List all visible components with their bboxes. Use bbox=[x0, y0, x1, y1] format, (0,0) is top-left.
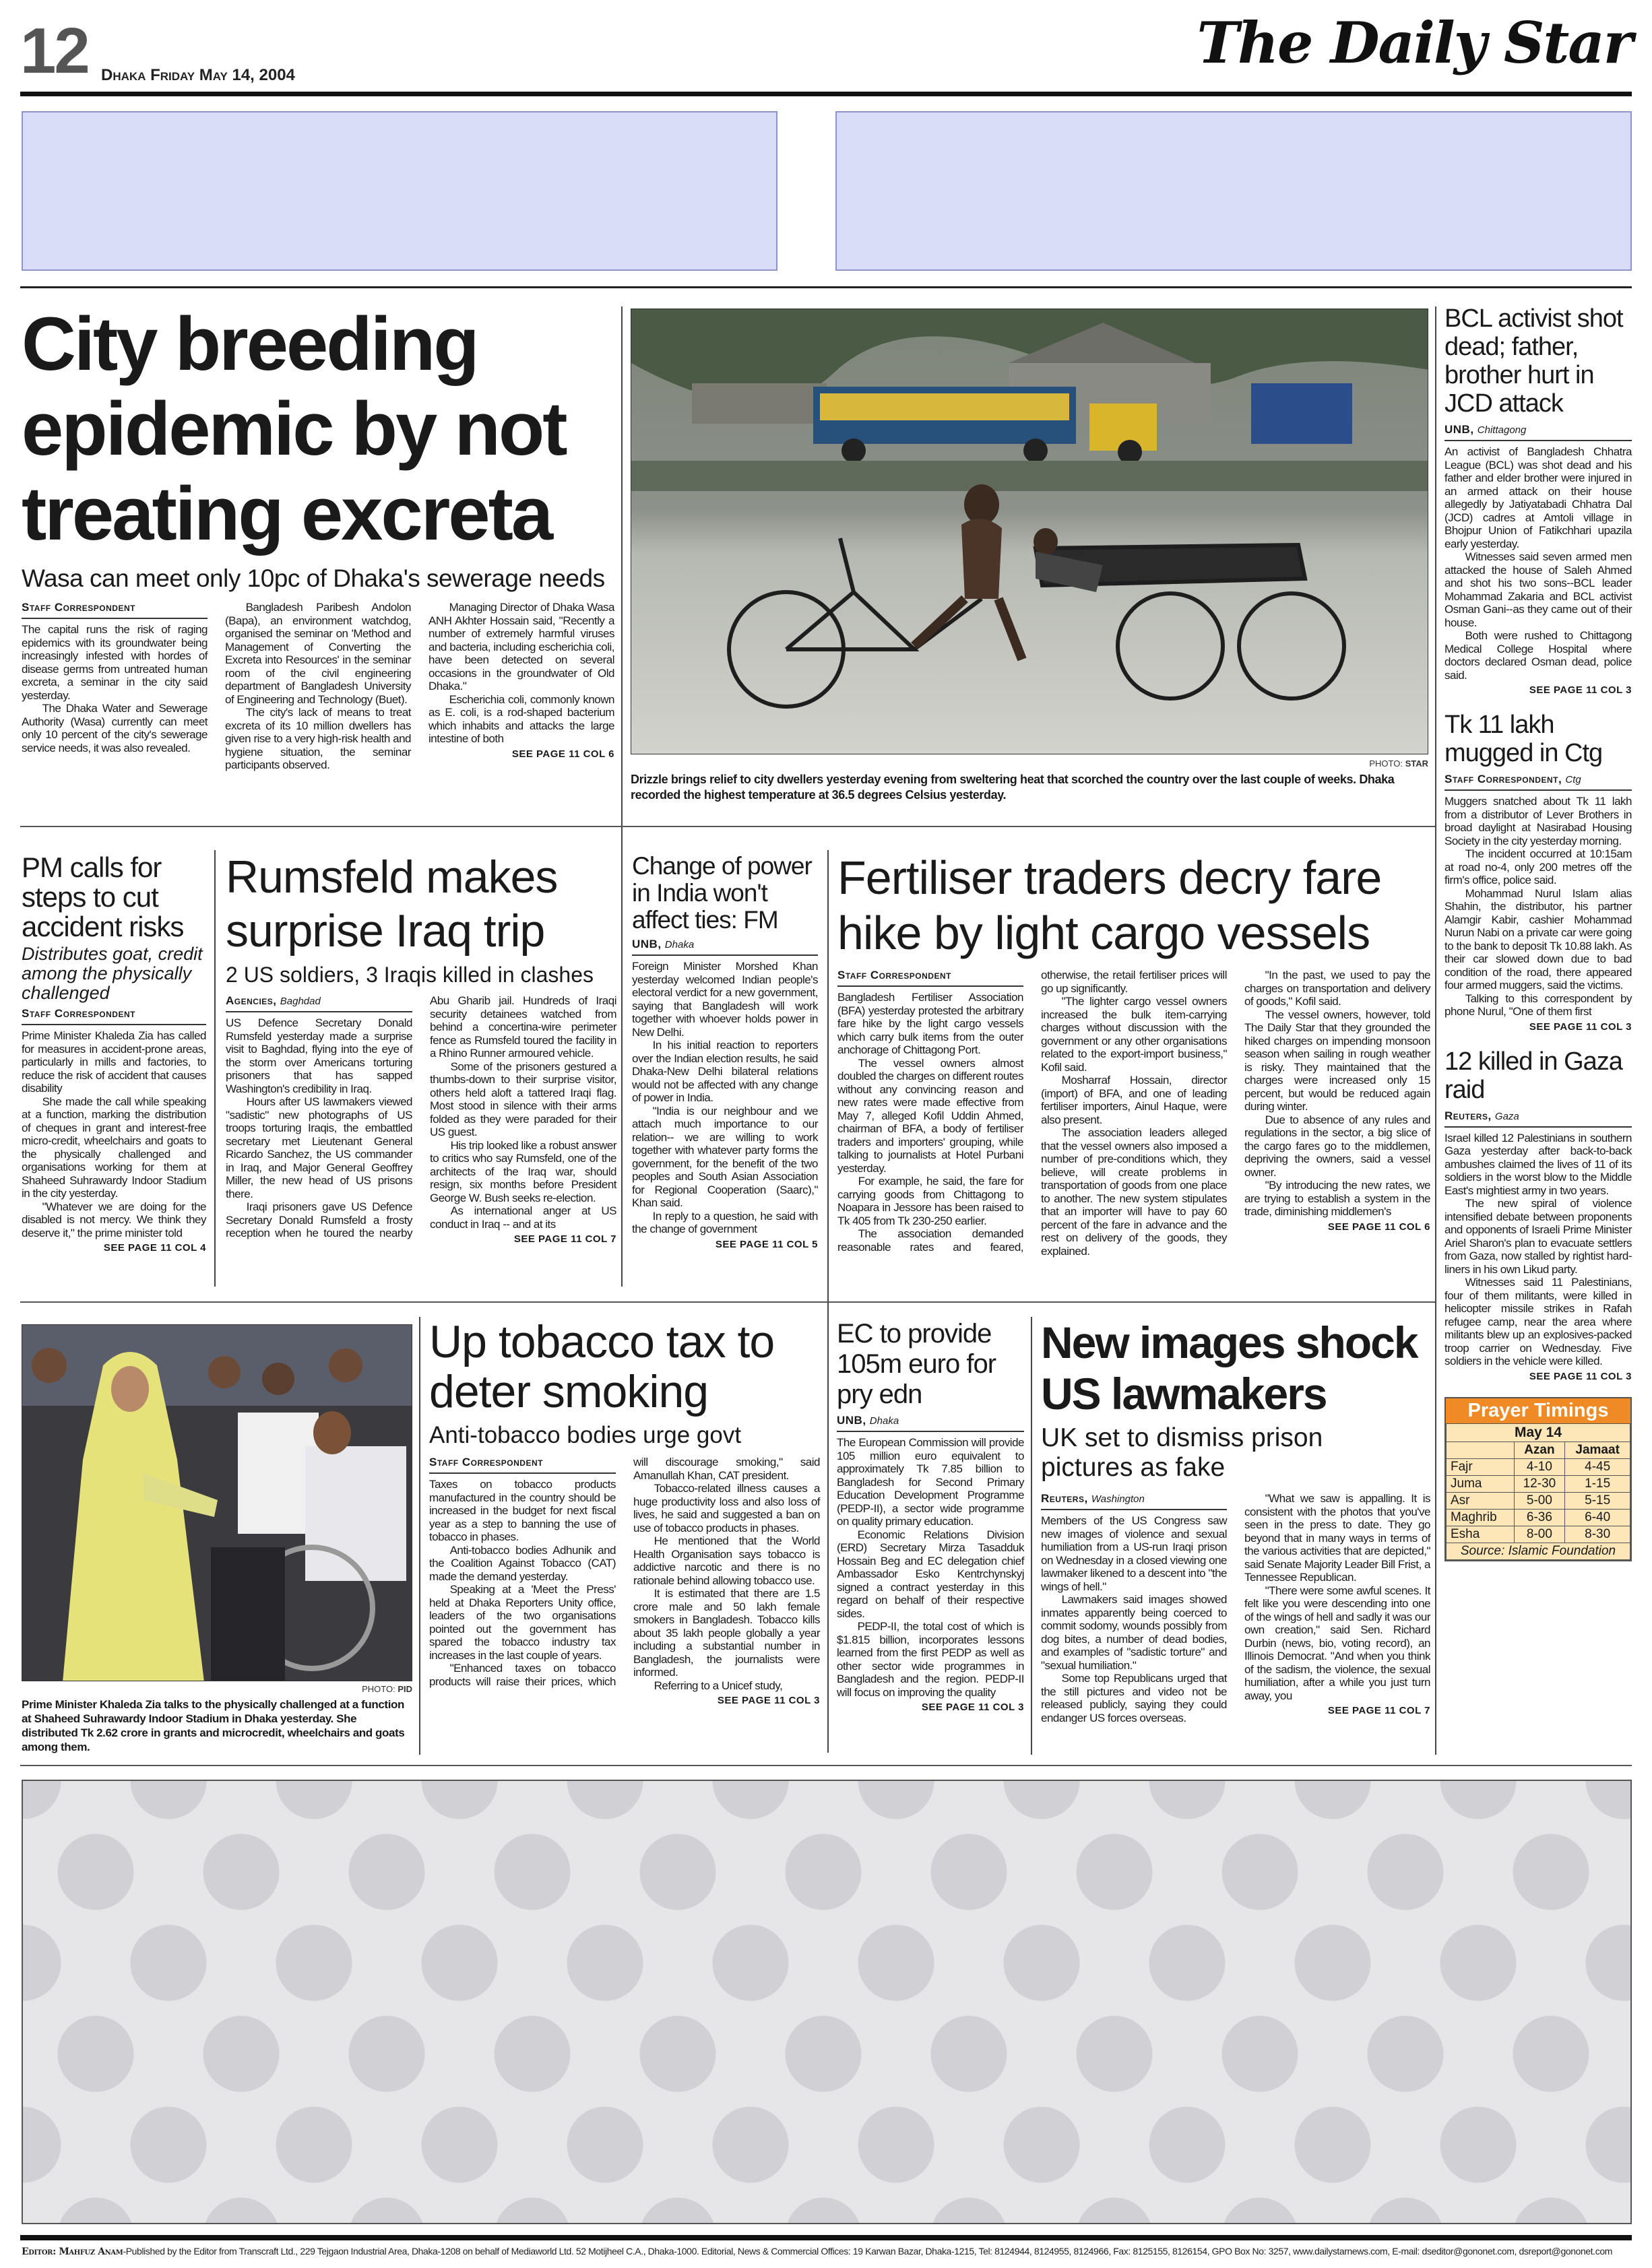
headline[interactable]: BCL activist shot dead; father, brother hurt in JCD attack bbox=[1444, 304, 1623, 418]
paragraphs bbox=[429, 1456, 820, 1706]
paragraph: He mentioned that the World Health Organisation says tobacco is addictive narcotic and there is no rationale behind allowing tobacco use. bbox=[633, 1534, 820, 1587]
right-column bbox=[1444, 304, 1632, 1561]
col-azan: Azan bbox=[1514, 1441, 1565, 1458]
prayer-table bbox=[1446, 1423, 1630, 1560]
byline: Staff Correspondent bbox=[429, 1456, 616, 1474]
paragraph: Iraqi prisoners gave US Defence Secretary Donald Rumsfeld a frosty reception when he toured the nearby Abu Gharib jail. Hundreds of Iraqi security detainees watched from behind a concertina-wire perimeter fence as Rumsfeld toured the facility in a Rhino Runner armoured vehicle. bbox=[226, 994, 616, 1239]
paragraph: The association leaders alleged that the vessel owners also imposed a number of pre-conditions which, they believe, will create problems in transportation of goods from one place to another. The new system stipulates that an importer will have to pay 60 percent of the fare in advance and the rest on delivery of the goods, they explained. bbox=[1041, 1126, 1227, 1258]
byline: Agencies, Baghdad bbox=[226, 994, 412, 1012]
masthead-rule bbox=[20, 92, 1632, 96]
rickshaw-van-image bbox=[631, 309, 1428, 754]
byline: UNB, Dhaka bbox=[837, 1414, 1024, 1432]
headline[interactable]: City breeding epidemic by not treating excreta bbox=[22, 302, 566, 556]
dateline: Dhaka Friday May 14, 2004 bbox=[101, 66, 295, 84]
paragraph: "In the past, we used to pay the charges on transportation and delivery of goods," Kofil said. bbox=[1244, 969, 1430, 1008]
headline[interactable]: Tk 11 lakh mugged in Ctg bbox=[1444, 711, 1603, 767]
paragraphs bbox=[22, 601, 614, 772]
article-gaza[interactable] bbox=[1444, 1047, 1632, 1382]
headline[interactable]: PM calls for steps to cut accident risks bbox=[22, 851, 184, 942]
paragraphs bbox=[1041, 1492, 1430, 1724]
article-body bbox=[837, 969, 1430, 1258]
paragraph: Tobacco-related illness causes a huge productivity loss and also loss of lives, he said and suggested a ban on use of tobacco products in phases. bbox=[633, 1482, 820, 1534]
paragraph: The city's lack of means to treat excreta of its 10 million dwellers has given rise to a very high-risk health and hygiene situation, the seminar participants observed. bbox=[225, 706, 411, 771]
article-body bbox=[226, 994, 616, 1245]
row-rule bbox=[20, 1765, 1632, 1766]
row-rule bbox=[20, 826, 1435, 827]
deck: UK set to dismiss prison pictures as fake bbox=[1041, 1423, 1323, 1482]
article-bcl[interactable] bbox=[1444, 304, 1632, 696]
prayer-time: 8-00 bbox=[1514, 1526, 1565, 1543]
prayer-row bbox=[1447, 1492, 1630, 1509]
paragraph: The vessel owners almost doubled the charges on different routes without any convincing reason and new rates were made effective from May 7, alleged Kofil Uddin Ahmed, chairman of BFA, a body of fertiliser traders and importers' grouping, while talking to journalists at Hotel Purbani yesterday. bbox=[837, 1056, 1024, 1175]
footer-rule bbox=[20, 2235, 1632, 2240]
article-ec[interactable] bbox=[837, 1319, 1024, 1713]
paragraphs bbox=[837, 969, 1430, 1258]
byline: UNB, Dhaka bbox=[632, 938, 818, 956]
paragraph: Anti-tobacco bodies Adhunik and the Coalition Against Tobacco (CAT) made the demand yesterday. bbox=[429, 1543, 616, 1583]
column-divider bbox=[1435, 306, 1436, 1755]
paragraph: Witnesses said seven armed men attacked the house of Saleh Ahmed and shot his two sons--BCL leader Mohammad Zakaria and BCL activist Osman Gani--as they came out of their house. bbox=[1444, 550, 1632, 629]
paragraphs bbox=[1444, 795, 1632, 1018]
col-jamaat: Jamaat bbox=[1565, 1441, 1630, 1458]
paragraph: US Defence Secretary Donald Rumsfeld yesterday made a surprise visit to Baghdad, flying into the eye of the storm over Americans torturing prisoners that has sapped Washington's credibility in Iraq. bbox=[226, 1016, 412, 1095]
headline[interactable]: New images shock US lawmakers bbox=[1041, 1318, 1418, 1419]
advertisement-slot-right[interactable] bbox=[835, 111, 1632, 271]
paragraph: "Whatever we are doing for the disabled is not mercy. We think they deserve it," the prime minister told bbox=[22, 1200, 206, 1239]
byline: Staff Correspondent, Ctg bbox=[1444, 773, 1632, 791]
deck: 2 US soldiers, 3 Iraqis killed in clashes bbox=[226, 963, 594, 987]
prayer-time: 5-15 bbox=[1565, 1492, 1630, 1509]
jump-link[interactable]: SEE PAGE 11 COL 3 bbox=[1529, 1370, 1632, 1382]
article-body bbox=[429, 1456, 820, 1706]
byline: UNB, Chittagong bbox=[1444, 423, 1632, 441]
prayer-title: Prayer Timings bbox=[1446, 1398, 1630, 1423]
column-divider bbox=[621, 306, 623, 1287]
paragraph: "There were some awful scenes. It felt like you were descending into one of the wings of hell and sadly it was our own creation," said Sen. Richard Durbin (news, bio, voting record), an Illinois Democrat. "And when you think of the sadism, the violence, the sexual humiliation, after a while you just turn away, you bbox=[1244, 1584, 1430, 1702]
khaleda-zia-image bbox=[22, 1325, 412, 1681]
paragraph: Hours after US lawmakers viewed "sadistic" new photographs of US troops torturing Iraqis, the embattled secretary met Lieutenant General Ricardo Sanchez, the US commander in Iraq, and Major General Geoffrey Miller, the new head of US prisons there. bbox=[226, 1095, 412, 1200]
headline[interactable]: 12 killed in Gaza raid bbox=[1444, 1047, 1622, 1104]
paragraph: Taxes on tobacco products manufactured in the country should be increased in the budget for next fiscal year as a step to banning the use of tobacco in phases. bbox=[429, 1478, 616, 1543]
paragraph: An activist of Bangladesh Chhatra League (BCL) was shot dead and his father and elder brother were injured in an armed attack on their house allegedly by Jatiyatabadi Chhatra Dal (JCD) cadres at Amtoli village in Bhojpur Union of Fatikchhari upazila early yesterday. bbox=[1444, 445, 1632, 550]
headline[interactable]: Fertiliser traders decry fare hike by light cargo vessels bbox=[837, 851, 1382, 959]
paragraph: His trip looked like a robust answer to critics who say Rumsfeld, one of the architects of the Iraq war, should resign, six months before President George W. Bush seeks re-election. bbox=[430, 1138, 616, 1204]
byline: Staff Correspondent bbox=[22, 601, 208, 619]
headline[interactable]: EC to provide 105m euro for pry edn bbox=[837, 1319, 996, 1409]
deck: Anti-tobacco bodies urge govt bbox=[429, 1422, 742, 1448]
article-india[interactable] bbox=[632, 853, 818, 1250]
photo-credit: PHOTO: PID bbox=[362, 1684, 412, 1694]
jump-link[interactable]: SEE PAGE 11 COL 7 bbox=[1327, 1705, 1430, 1716]
article-tobacco[interactable] bbox=[429, 1317, 820, 1706]
prayer-row bbox=[1447, 1509, 1630, 1526]
paragraph: As international anger at US conduct in Iraq -- and at its bbox=[430, 1204, 616, 1231]
paragraph: Economic Relations Division (ERD) Secretary Mirza Tasadduk Hossain Beg and EC delegation chief Ambassador Esko Kentrchynskyj signed a contract yesterday in this regard on behalf of their respective sides. bbox=[837, 1528, 1024, 1620]
paragraph: Members of the US Congress saw new images of violence and sexual humiliation from a US-run Iraqi prison on Wednesday in a closed viewing one lawmaker likened to a descent into "the wings of hell." bbox=[1041, 1514, 1227, 1593]
newspaper-logo: The Daily Star bbox=[1197, 9, 1632, 76]
jump-link[interactable]: SEE PAGE 11 COL 4 bbox=[103, 1242, 206, 1254]
article-body bbox=[22, 601, 614, 772]
prayer-name: Fajr bbox=[1447, 1458, 1515, 1475]
article-body bbox=[1041, 1492, 1430, 1724]
paragraph: It is estimated that there are 1.5 crore male and 50 lakh female smokers in Bangladesh. Tobacco kills about 35 lakh people globally a year including a substantial number in Bangladesh, the journalists were informed. bbox=[633, 1587, 820, 1679]
paragraph: Speaking at a 'Meet the Press' held at Dhaka Reporters Unity office, leaders of the two organisations pointed out the government has spared the tobacco industry tax increases in the last couple of years. bbox=[429, 1583, 616, 1662]
paragraph: PEDP-II, the total cost of which is $1.815 billion, incorporates lessons learned from the first PEDP as well as other sector wide programmes in Bangladesh and the region. PEDP-II will focus on improving the quality bbox=[837, 1620, 1024, 1699]
paragraph: Escherichia coli, commonly known as E. coli, is a rod-shaped bacterium which inhabits and attacks the large intestine of both bbox=[428, 692, 614, 745]
paragraph: Talking to this correspondent by phone Nurul, "One of them first bbox=[1444, 992, 1632, 1018]
byline: Reuters, Gaza bbox=[1444, 1109, 1632, 1128]
column-divider bbox=[1031, 1317, 1032, 1755]
paragraph: In his initial reaction to reporters over the Indian election results, he said Dhaka-New Delhi bilateral relations would not be affected with any change of power in India. bbox=[632, 1039, 818, 1104]
paragraph: Referring to a Unicef study, bbox=[654, 1679, 783, 1692]
prayer-date: May 14 bbox=[1447, 1423, 1630, 1441]
paragraph: Lawmakers said images showed inmates apparently being coerced to commit sodomy, wounds possibly from dog bites, a number of dead bodies, and examples of "sadistic torture" and "sexual humiliation." bbox=[1041, 1593, 1227, 1672]
paragraph: The incident occurred at 10:15am at road no-4, only 200 metres off the firm's office, police said. bbox=[1444, 847, 1632, 886]
paragraph: In reply to a question, he said with the change of government bbox=[632, 1209, 818, 1235]
paragraph: Mosharraf Hossain, director (import) of BFA, and one of leading fertiliser importers, Ainul Haque, were also present. bbox=[1041, 1074, 1227, 1126]
paragraph: "By introducing the new rates, we are trying to establish a system in the trade, diminishing middlemen's bbox=[1244, 1179, 1430, 1218]
paragraph: "What we saw is appalling. It is consistent with the photos that you've seen in the press to date. They go beyond that in many ways in terms of the various activities that are depicted," said Senate Majority Leader Bill Frist, a Tennessee Republican. bbox=[1244, 1492, 1430, 1584]
article-mugged[interactable] bbox=[1444, 711, 1632, 1033]
editor-credit: Editor: Mahfuz Anam bbox=[22, 2246, 123, 2257]
headline[interactable]: Rumsfeld makes surprise Iraq trip bbox=[226, 851, 558, 957]
article-pm[interactable] bbox=[22, 853, 206, 1254]
prayer-name: Asr bbox=[1447, 1492, 1515, 1509]
paragraphs bbox=[1444, 1132, 1632, 1368]
article-images[interactable] bbox=[1041, 1317, 1430, 1724]
article-rumsfeld[interactable] bbox=[226, 850, 616, 1245]
paragraphs bbox=[1444, 445, 1632, 682]
prayer-row bbox=[1447, 1526, 1630, 1543]
paragraph: Mohammad Nurul Islam alias Shahin, the distributor, his partner Alamgir Kabir, cashier Mohammad Nurun Nabi on a private car were going to the bank to deposit Tk 10.88 lakh. As their car slowed down due to bad condition of the road, there appeared four armed muggers, said the victims. bbox=[1444, 886, 1632, 992]
prayer-time: 6-40 bbox=[1565, 1509, 1630, 1526]
deck: Wasa can meet only 10pc of Dhaka's sewerage needs bbox=[22, 564, 605, 592]
paragraph: She made the call while speaking at a function, marking the distribution of cheques in grant and interest-free micro-credit, wheelchairs and goats to the physically challenged and organisations working for them at Shaheed Suhrawardy Indoor Stadium in the city yesterday. bbox=[22, 1095, 206, 1200]
pm-function-photo bbox=[22, 1324, 412, 1681]
prayer-source: Source: Islamic Foundation bbox=[1447, 1543, 1630, 1559]
article-fertiliser[interactable] bbox=[837, 850, 1430, 1258]
byline: Staff Correspondent bbox=[837, 969, 1023, 987]
prayer-name: Maghrib bbox=[1447, 1509, 1515, 1526]
jump-link[interactable]: SEE PAGE 11 COL 7 bbox=[513, 1233, 616, 1245]
paragraph: Bangladesh Fertiliser Association (BFA) yesterday protested the arbitrary fare hike by the light cargo vessels which carry bulk items from the outer anchorage of Chittagong Port. bbox=[837, 991, 1023, 1056]
jump-link[interactable]: SEE PAGE 11 COL 3 bbox=[1529, 684, 1632, 696]
imprint: Editor: Mahfuz Anam-Published by the Editor from Transcraft Ltd., 229 Tejgaon Industrial Area, Dhaka-1208 on behalf of Mediaworld Ltd. 52 Motijheel C.A., Dhaka-1000. Editorial, News & Commercial Offices: 19 Karwan Bazar, Dhaka-1215, Tel: 8124944, 8124955, 8124966, Fax: 8125155, 8126154, GPO Box No: 3257, www.dailystarnews.com, E-mail: dseditor@gononet.com, dsreport@gononet.com bbox=[22, 2246, 1612, 2257]
prayer-name: Esha bbox=[1447, 1526, 1515, 1543]
deck: Distributes goat, credit among the physically challenged bbox=[22, 944, 203, 1003]
paragraph: The association demanded reasonable rates and feared, otherwise, the retail fertiliser prices will go up significantly. bbox=[837, 969, 1227, 1254]
paragraph: Some of the prisoners gestured a thumbs-down to their surprise visitor, others held aloft a tattered Iraqi flag. Most stood in silence with their arms folded as they were paraded for their US guest. bbox=[430, 1060, 616, 1138]
paragraph: Prime Minister Khaleda Zia has called for measures in accident-prone areas, particularly in mills and factories, to reduce the risk of accident that causes disability bbox=[22, 1029, 206, 1095]
paragraph: The new spiral of violence intensified debate between proponents and opponents of Israeli Prime Minister Ariel Sharon's plan to evacuate settlers from Gaza, now stalled by rightist hard-liners in his own Likud party. bbox=[1444, 1197, 1632, 1276]
paragraph: Witnesses said 11 Palestinians, four of them militants, were killed in helicopter missile strikes in Rafah refugee camp, near the area where militants blew up an explosives-packed troop carrier on Wednesday. Five soldiers in the vehicle were killed. bbox=[1444, 1276, 1632, 1367]
rain-photo bbox=[631, 309, 1428, 754]
jump-link[interactable]: SEE PAGE 11 COL 3 bbox=[1529, 1020, 1632, 1033]
paragraphs bbox=[22, 1029, 206, 1239]
paragraph: "India is our neighbour and we attach much importance to our relation-- we are willing to work together with whatever party forms the government, for the benefit of the two peoples and South Asian Association for Regional Cooperation (Saarc)," Khan said. bbox=[632, 1104, 818, 1209]
photo-caption: Prime Minister Khaleda Zia talks to the physically challenged at a function at Shaheed Suhrawardy Indoor Stadium in Dhaka yesterday. She distributed Tk 2.62 crore in grants and microcredit, wheelchairs and goats among them. bbox=[22, 1698, 405, 1753]
paragraph: Bangladesh Paribesh Andolon (Bapa), an environment watchdog, organised the seminar on 'Method and Management of Converting the Excreta into Resources' in the seminar room of the civil engineering department of Bangladesh University of Engineering and Technology (Buet). bbox=[225, 601, 411, 706]
jump-link[interactable]: SEE PAGE 11 COL 3 bbox=[717, 1695, 820, 1706]
prayer-time: 1-15 bbox=[1565, 1475, 1630, 1492]
jump-link[interactable]: SEE PAGE 11 COL 3 bbox=[921, 1702, 1024, 1713]
advertisement-slot-bottom[interactable] bbox=[22, 1780, 1632, 2224]
headline[interactable]: Up tobacco tax to deter smoking bbox=[429, 1316, 775, 1417]
row-rule bbox=[20, 1301, 1435, 1303]
article-excreta[interactable] bbox=[22, 302, 614, 772]
paragraph: Muggers snatched about Tk 11 lakh from a distributor of Lever Brothers in broad daylight at Nasirabad Housing Society in the city yesterday morning. bbox=[1444, 795, 1632, 847]
paragraph: "The lighter cargo vessel owners increased the bulk item-carrying charges without discussion with the government or any other organisations related to the export-import business," Kofil said. bbox=[1041, 995, 1227, 1074]
jump-link[interactable]: SEE PAGE 11 COL 6 bbox=[511, 748, 614, 760]
jump-link[interactable]: SEE PAGE 11 COL 6 bbox=[1327, 1221, 1430, 1233]
byline: Staff Correspondent bbox=[22, 1007, 206, 1025]
paragraph: Both were rushed to Chittagong Medical College Hospital where doctors declared Osman dead, police said. bbox=[1444, 629, 1632, 682]
photo-caption: Drizzle brings relief to city dwellers yesterday evening from sweltering heat that scorched the country over the last couple of weeks. Dhaka recorded the highest temperature at 36.5 degrees Celsius yesterday. bbox=[631, 773, 1395, 802]
prayer-time: 8-30 bbox=[1565, 1526, 1630, 1543]
paragraph: Managing Director of Dhaka Wasa ANH Akhter Hossain said, "Recently a number of extremely harmful viruses and bacteria, including escherichia coli, have been detected on several occasions in the groundwater of Old Dhaka." bbox=[428, 601, 614, 692]
prayer-row bbox=[1447, 1475, 1630, 1492]
prayer-name: Juma bbox=[1447, 1475, 1515, 1492]
headline[interactable]: Change of power in India won't affect ties: FM bbox=[632, 852, 812, 934]
prayer-row bbox=[1447, 1458, 1630, 1475]
column-divider bbox=[419, 1317, 420, 1755]
paragraph: The Dhaka Water and Sewerage Authority (Wasa) currently can meet only 10 percent of the city's sewerage service needs, it was also revealed. bbox=[22, 702, 208, 754]
paragraph: The capital runs the risk of raging epidemics with its groundwater being increasingly infested with hordes of disease germs from untreated human excreta, a seminar in the city said yesterday. bbox=[22, 623, 208, 702]
paragraph: Due to absence of any rules and regulations in the sector, a big slice of the cargo fares go to the middlemen, depriving the owners, said a vessel owner. bbox=[1244, 1113, 1430, 1179]
paragraph: Some top Republicans urged that the still pictures and video not be released publicly, saying they could endanger US forces overseas. bbox=[1041, 1672, 1227, 1724]
paragraphs bbox=[632, 960, 818, 1236]
prayer-timings-box bbox=[1444, 1397, 1632, 1561]
prayer-time: 12-30 bbox=[1514, 1475, 1565, 1492]
byline: Reuters, Washington bbox=[1041, 1492, 1227, 1510]
page-number: 12 bbox=[20, 15, 88, 87]
photo-credit: PHOTO: STAR bbox=[1369, 758, 1428, 769]
prayer-time: 4-10 bbox=[1514, 1458, 1565, 1475]
paragraph: For example, he said, the fare for carrying goods from Chittagong to Noapara in Jessore has been raised to Tk 405 from Tk 230-250 earlier. bbox=[837, 1175, 1023, 1227]
paragraphs bbox=[837, 1436, 1024, 1699]
paragraph: Foreign Minister Morshed Khan yesterday welcomed Indian people's electoral verdict for a new government, saying that Bangladesh will work together with whoever holds power in New Delhi. bbox=[632, 960, 818, 1039]
prayer-time: 5-00 bbox=[1514, 1492, 1565, 1509]
paragraph: "Enhanced taxes on tobacco products will raise their prices, which will discourage smoking," said Amanullah Khan, CAT president. bbox=[429, 1456, 820, 1688]
paragraph: Israel killed 12 Palestinians in southern Gaza yesterday after back-to-back ambushes claimed the lives of 11 of its soldiers in the worst blow to the Middle East's mightiest army in two years. bbox=[1444, 1131, 1632, 1197]
column-divider bbox=[214, 850, 216, 1287]
advertisement-slot-left[interactable] bbox=[22, 111, 777, 271]
prayer-time: 4-45 bbox=[1565, 1458, 1630, 1475]
paragraph: The European Commission will provide 105 million euro equivalent to approximately Tk 7.85 billion to Bangladesh for Second Primary Education Development Programme (PEDP-II), a sector wide programme on quality primary education. bbox=[837, 1436, 1024, 1528]
prayer-time: 6-36 bbox=[1514, 1509, 1565, 1526]
paragraphs bbox=[226, 994, 616, 1245]
jump-link[interactable]: SEE PAGE 11 COL 5 bbox=[715, 1238, 818, 1250]
paragraph: The vessel owners, however, told The Daily Star that they grounded the hiked charges on impending monsoon season when sailing in rough weather is risky. They maintained that the charges were increased only 15 percent, but would be reduced again during winter. bbox=[1244, 1008, 1430, 1113]
section-rule bbox=[20, 286, 1632, 288]
